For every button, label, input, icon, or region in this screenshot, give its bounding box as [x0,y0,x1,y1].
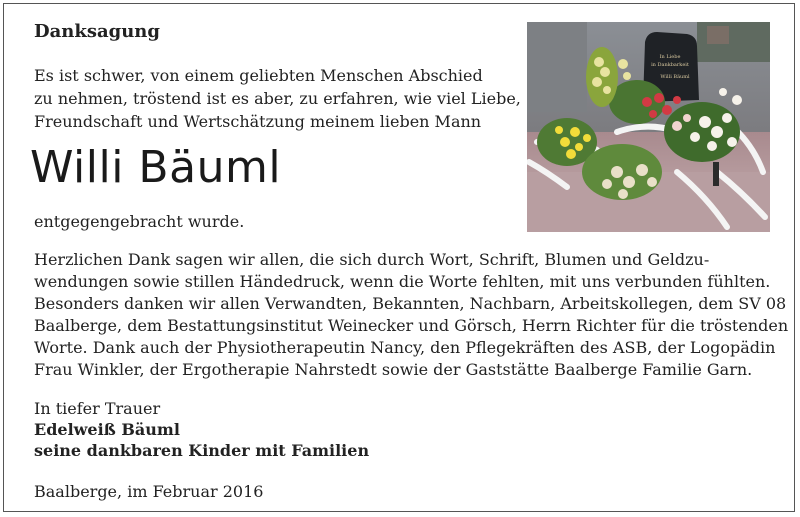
body-line: Frau Winkler, der Ergotherapie Nahrstedt sowie der Gaststätte Baalberge Familie Garn. [34,360,753,379]
grave-photo [527,22,770,232]
intro-line: zu nehmen, tröstend ist es aber, zu erfahren, wie viel Liebe, [34,89,521,108]
plaque-text: in Dankbarkeit [651,62,689,68]
mourning-label: In tiefer Trauer [34,399,161,418]
body-line: Herzlichen Dank sagen wir allen, die sich durch Wort, Schrift, Blumen und Geldzu- [34,250,710,269]
body-line: Worte. Dank auch der Physiotherapeutin Nancy, den Pflegekräften des ASB, der Logopädin [34,338,776,357]
body-line: Besonders danken wir allen Verwandten, Bekannten, Nachbarn, Arbeitskollegen, dem SV 08 [34,294,787,313]
plaque-text: Willi Bäuml [660,74,690,80]
body-line: wendungen sowie stillen Händedruck, wenn die Worte fehlten, mit uns verbunden fühlten. [34,272,771,291]
received-line: entgegengebracht wurde. [34,212,245,231]
intro-line: Freundschaft und Wertschätzung meinem lieben Mann [34,112,482,131]
place-date: Baalberge, im Februar 2016 [34,482,264,501]
notice-heading: Danksagung [34,21,160,42]
deceased-name: Willi Bäuml [30,142,282,193]
widow-name: Edelweiß Bäuml [34,420,180,439]
family-line: seine dankbaren Kinder mit Familien [34,441,370,460]
body-line: Baalberge, dem Bestattungsinstitut Weinecker und Görsch, Herrn Richter für die tröstenden [34,316,789,335]
intro-line: Es ist schwer, von einem geliebten Menschen Abschied [34,66,483,85]
plaque-text: In Liebe [659,54,681,60]
